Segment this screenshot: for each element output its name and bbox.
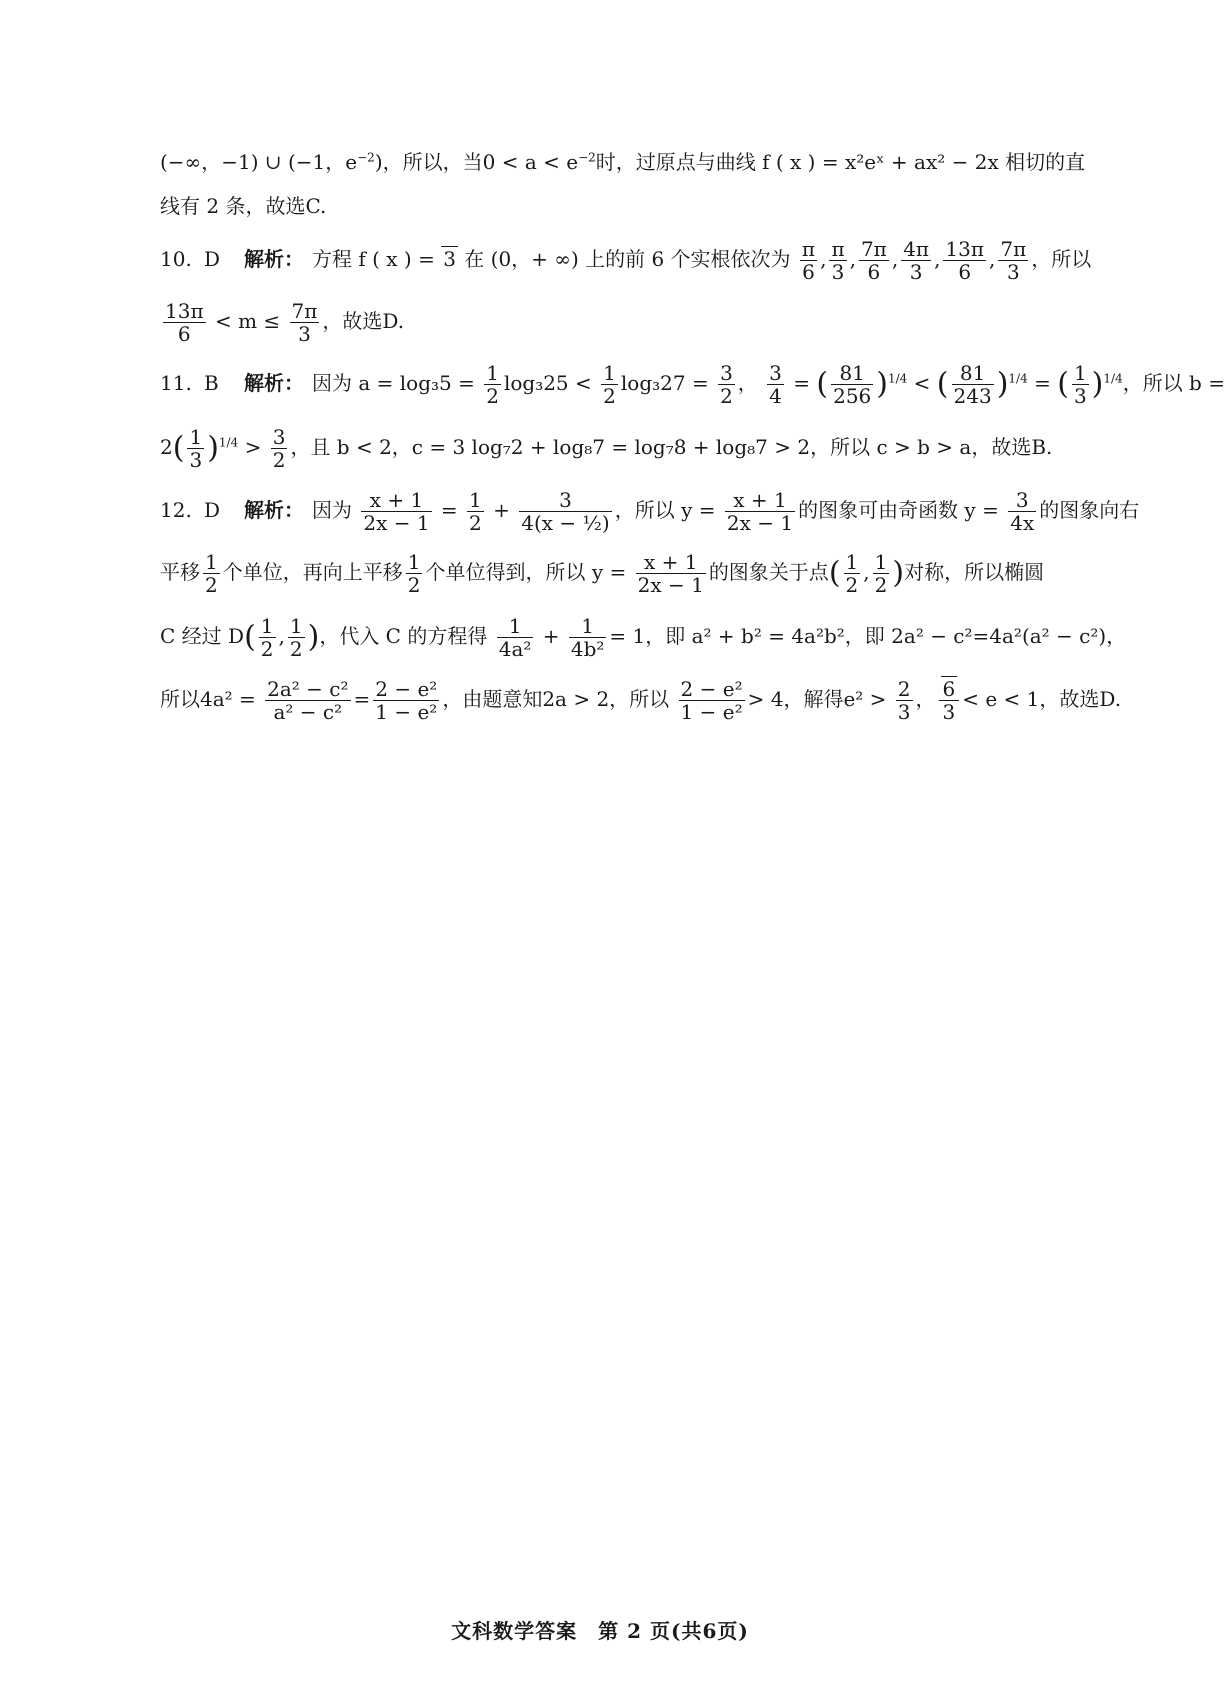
- answer-12-line-3: C 经过 D( $\frac{1}{2}$ , $\frac{1}{2}$ )，代入 C 的方程得 $\frac{1}{\text{4a²}}$ + $\frac{1}{\text{4b²}}$ = 1，即 a² + b² = 4a²b²，即 2a² − c²=4a²(a² − c²)，: [160, 613, 1127, 661]
- answer-10-line-2: $\frac{13\pi}{6}$ < m ≤ $\frac{7\pi}{3}$ ，故选D.: [165, 299, 405, 346]
- answer-11-line-2: 2( $\frac{1}{3}$ )$^{1/4}$ > $\frac{3}{2}$ ，且 b < 2，c = 3 log₇2 + log₈7 = log₇8 + log₈7 > 2，所以 c > b > a，故选B.: [160, 424, 1053, 472]
- answer-12-line-2: 平移 $\frac{1}{2}$ 个单位，再向上平移 $\frac{1}{2}$ 个单位得到，所以 y = $\frac{x + 1}{2x - 1}$ 的图象关于点( $\frac{1}{2}$ , $\frac{1}{2}$ )对称，所以椭圆: [160, 550, 1045, 597]
- answer-12-line-1: 12. D 解析： 因为 $\frac{x + 1}{2x - 1}$ = $\frac{1}{2}$ + $\frac{3}{\text{4(x − ½)}}$ ，所以 y = $\frac{x + 1}{2x - 1}$ 的图象可由奇函数 y = $\frac{3}{4x}$ 的图象向右: [160, 488, 1140, 535]
- answer-11-line-1: 11. B 解析： 因为 a = log₃5 = $\frac{1}{2}$ log₃25 < $\frac{1}{2}$ log₃27 = $\frac{3}{2}$ ， $\frac{3}{4}$ = ( $\frac{81}{256}$ )$^{1/4}$ < ( $\frac{81}{243}$ )$^{1/4}$ = ( $\frac{1}{3}$ )$^{1/4}$，所以 b =: [160, 361, 1225, 408]
- page-content: [160, 140, 1225, 730]
- answer-10-line-1: 10. D 解析： 方程 f ( x ) = 3 在 (0，+ ∞) 上的前 6 个实根依次为 $\frac{\pi}{6}$ , $\frac{\pi}{3}$ , $\frac{7\pi}{6}$ , $\frac{4\pi}{3}$ , $\frac{13\pi}{6}$ , $\frac{7\pi}{3}$ ，所以: [160, 237, 1092, 284]
- page-footer: 文科数学答案 第 2 页(共6页): [451, 1619, 749, 1643]
- answer-12-line-4: 所以4a² = $\frac{\text{2a² − c²}}{\text{a² − c²}}$ = $\frac{\text{2 − e²}}{\text{1 − e²}}$ ，由题意知2a > 2，所以 $\frac{\text{2 − e²}}{\text{1 − e²}}$ > 4，解得e² > $\frac{2}{3}$ ， $\frac{6}{3}$ < e < 1，故选D.: [160, 677, 1122, 724]
- answer-9-continuation-line-1: (−∞，−1) ∪ (−1，$e^{-2}$)，所以，当$0 < a < e^{-2}$时，过原点与曲线 f ( x ) = x²eˣ + ax² − 2x 相切的直: [160, 150, 1086, 174]
- answer-9-continuation-line-2: 线有 2 条，故选C.: [160, 194, 327, 218]
